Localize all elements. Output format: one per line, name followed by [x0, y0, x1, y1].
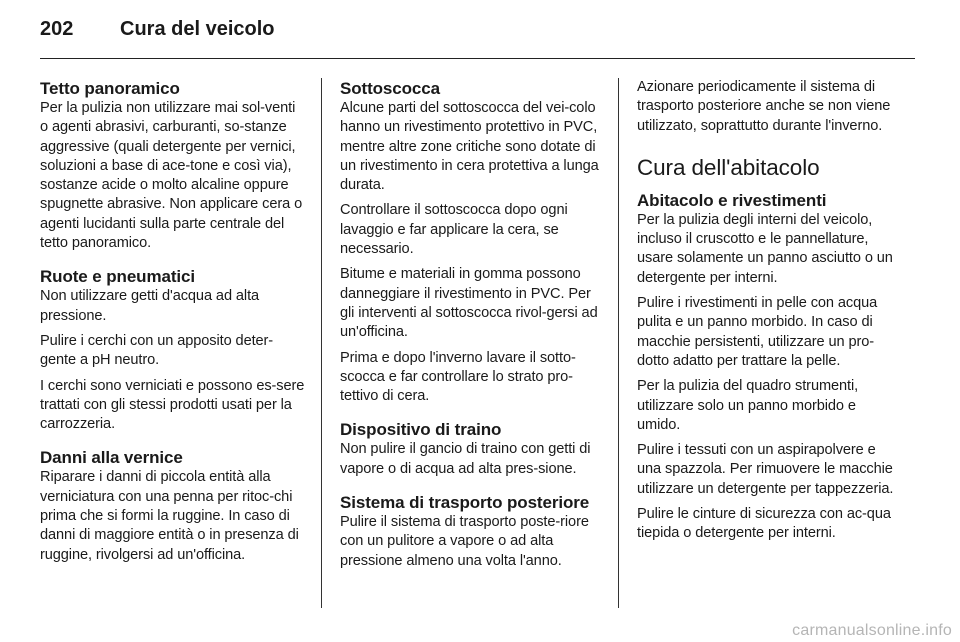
main-section-title: Cura dell'abitacolo — [637, 154, 820, 180]
paragraph: Riparare i danni di piccola entità alla verniciatura con una penna per ritoc-chi prima che si formi la ruggine. In caso di danni di maggiore entità o in presenza di ruggine, rivolgersi ad un'officina. — [40, 469, 299, 563]
paragraph: Prima e dopo l'inverno lavare il sotto-scocca e far controllare lo strato pro-tettivo di cera. — [340, 349, 576, 405]
column-1 — [40, 78, 305, 578]
page-number: 202 — [40, 18, 74, 40]
page-header — [40, 18, 915, 59]
chapter-title: Cura del veicolo — [120, 18, 275, 40]
section-heading: Dispositivo di traino — [340, 420, 502, 440]
section-heading: Tetto panoramico — [40, 79, 180, 98]
section-heading: Danni alla vernice — [40, 448, 183, 468]
section-sottoscocca — [340, 78, 605, 406]
column-divider — [618, 78, 619, 608]
paragraph: Pulire i cerchi con un apposito deter-gente a pH neutro. — [40, 332, 274, 369]
column-divider — [321, 78, 322, 608]
section-tetto-panoramico — [40, 78, 305, 253]
paragraph: Non utilizzare getti d'acqua ad alta pressione. — [40, 288, 260, 324]
paragraph: I cerchi sono verniciati e possono es-sere trattati con gli stessi prodotti usati per la carrozzeria. — [40, 377, 305, 433]
paragraph: Alcune parti del sottoscocca del vei-colo hanno un rivestimento protettivo in PVC, mentre altre zone critiche sono dotate di un rivestimento in cera protettiva a lunga durata. — [340, 100, 599, 194]
paragraph: Non pulire il gancio di traino con getti di vapore o di acqua ad alta pres-sione. — [340, 441, 591, 477]
section-heading: Abitacolo e rivestimenti — [637, 190, 827, 210]
section-ruote-pneumatici — [40, 266, 305, 434]
paragraph: Controllare il sottoscocca dopo ogni lavaggio e far applicare la cera, se necessario. — [340, 202, 568, 258]
paragraph: Per la pulizia degli interni del veicolo, incluso il cruscotto e le pannellature, usare solamente un panno asciutto o un detergente per interni. — [637, 211, 893, 286]
section-dispositivo-traino — [340, 419, 605, 479]
paragraph: Per la pulizia non utilizzare mai sol-venti o agenti abrasivi, carburanti, so-stanze aggressive (quali detergente per vernici, soluzioni a base di ace-tone e così via), sostanze acide o molto alcaline oppure spugnette abrasive. Non applicare cera o agenti lucidanti sulla parte centrale del tetto panoramico. — [40, 100, 303, 252]
paragraph: Bitume e materiali in gomma possono danneggiare il rivestimento in PVC. Per gli interventi al sottoscocca rivol-gersi ad un'officina. — [340, 266, 598, 341]
watermark: carmanualsonline.info — [792, 622, 952, 639]
paragraph: Pulire il sistema di trasporto poste-riore con un pulitore a vapore o ad alta pressione almeno una volta l'anno. — [340, 514, 589, 569]
column-2 — [340, 78, 605, 584]
paragraph: Pulire i tessuti con un aspirapolvere e una spazzola. Per rimuovere le macchie utilizzare un detergente per tappezzeria. — [637, 442, 894, 497]
section-heading: Sistema di trasporto posteriore — [340, 493, 590, 513]
paragraph: Azionare periodicamente il sistema di trasporto posteriore anche se non viene utilizzato, soprattutto durante l'inverno. — [637, 79, 891, 134]
paragraph: Per la pulizia del quadro strumenti, utilizzare solo un panno morbido e umido. — [637, 378, 859, 433]
section-heading: Sottoscocca — [340, 79, 440, 98]
section-sistema-trasporto — [340, 492, 605, 571]
section-danni-vernice — [40, 447, 305, 564]
paragraph: Pulire i rivestimenti in pelle con acqua pulita e un panno morbido. In caso di macchie persistenti, utilizzare un pro-dotto adatto per trattare la pelle. — [637, 295, 878, 369]
paragraph: Pulire le cinture di sicurezza con ac-qua tiepida o detergente per interni. — [637, 506, 891, 542]
section-heading: Ruote e pneumatici — [40, 267, 196, 287]
column-3 — [637, 78, 902, 550]
